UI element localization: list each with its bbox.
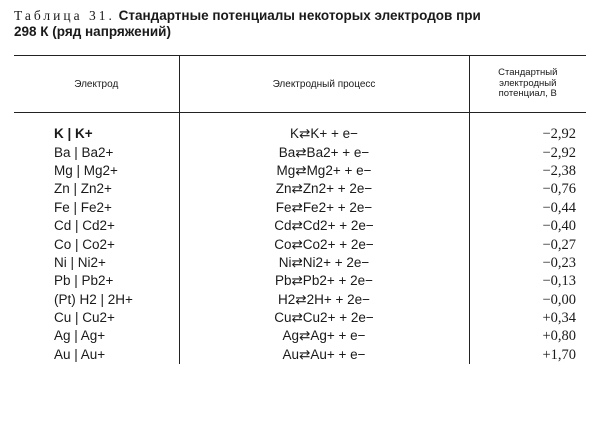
process-cell: Fe⇄Fe2+ + 2e− (179, 199, 469, 217)
table-row (14, 327, 586, 345)
process-cell: Co⇄Co2+ + 2e− (179, 235, 469, 253)
electrode-cell: Fe | Fe2+ (54, 199, 112, 215)
potential-cell: −0,00 (469, 291, 586, 309)
electrode-cell: K | K+ (54, 126, 93, 142)
process-cell: Cu⇄Cu2+ + 2e− (179, 309, 469, 327)
potential-cell: −2,92 (469, 143, 586, 161)
table-row (14, 235, 586, 253)
electrode-cell: Cd | Cd2+ (54, 218, 115, 234)
table-title-line2: 298 К (ряд напряжений) (14, 24, 171, 39)
electrode-cell: Cu | Cu2+ (54, 310, 115, 326)
table-row (14, 291, 586, 309)
electrode-cell: (Pt) H2 | 2H+ (54, 291, 133, 307)
potential-cell: −2,92 (469, 113, 586, 144)
table-row (14, 199, 586, 217)
document-page (14, 8, 586, 363)
table-row (14, 180, 586, 198)
potential-cell: −2,38 (469, 162, 586, 180)
process-cell: K⇄K+ + e− (179, 113, 469, 144)
potentials-table (14, 55, 586, 364)
table-row (14, 143, 586, 161)
potential-cell: −0,44 (469, 199, 586, 217)
electrode-cell: Co | Co2+ (54, 236, 115, 252)
process-cell: Ag⇄Ag+ + e− (179, 327, 469, 345)
electrode-cell: Au | Au+ (54, 346, 106, 362)
potential-cell: −0,27 (469, 235, 586, 253)
process-cell: Ba⇄Ba2+ + e− (179, 143, 469, 161)
table-row (14, 217, 586, 235)
header-row (14, 56, 586, 113)
table-row (14, 113, 586, 144)
electrode-cell: Ni | Ni2+ (54, 254, 106, 270)
electrode-cell: Ba | Ba2+ (54, 144, 114, 160)
table-number: Таблица 31. (14, 8, 115, 23)
header-potential: Стандартный электродный потенциал, В (469, 56, 586, 113)
potential-cell: +1,70 (469, 346, 586, 364)
process-cell: Pb⇄Pb2+ + 2e− (179, 272, 469, 290)
potential-cell: −0,40 (469, 217, 586, 235)
electrode-cell: Ag | Ag+ (54, 328, 106, 344)
process-cell: Au⇄Au+ + e− (179, 346, 469, 364)
table-row (14, 272, 586, 290)
potential-cell: −0,13 (469, 272, 586, 290)
electrode-cell: Pb | Pb2+ (54, 273, 114, 289)
process-cell: Ni⇄Ni2+ + 2e− (179, 254, 469, 272)
potential-cell: +0,34 (469, 309, 586, 327)
table-row (14, 254, 586, 272)
header-process: Электродный процесс (179, 56, 469, 113)
electrode-cell: Mg | Mg2+ (54, 162, 118, 178)
table-body (14, 113, 586, 365)
process-cell: Mg⇄Mg2+ + e− (179, 162, 469, 180)
potential-cell: −0,23 (469, 254, 586, 272)
table-caption (14, 8, 586, 40)
process-cell: Cd⇄Cd2+ + 2e− (179, 217, 469, 235)
table-row (14, 346, 586, 364)
table-row (14, 309, 586, 327)
table-row (14, 162, 586, 180)
header-electrode: Электрод (14, 56, 179, 113)
electrode-cell: Zn | Zn2+ (54, 181, 112, 197)
process-cell: H2⇄2H+ + 2e− (179, 291, 469, 309)
table-title: Стандартные потенциалы некоторых электродов при (118, 8, 481, 23)
process-cell: Zn⇄Zn2+ + 2e− (179, 180, 469, 198)
potential-cell: −0,76 (469, 180, 586, 198)
potential-cell: +0,80 (469, 327, 586, 345)
